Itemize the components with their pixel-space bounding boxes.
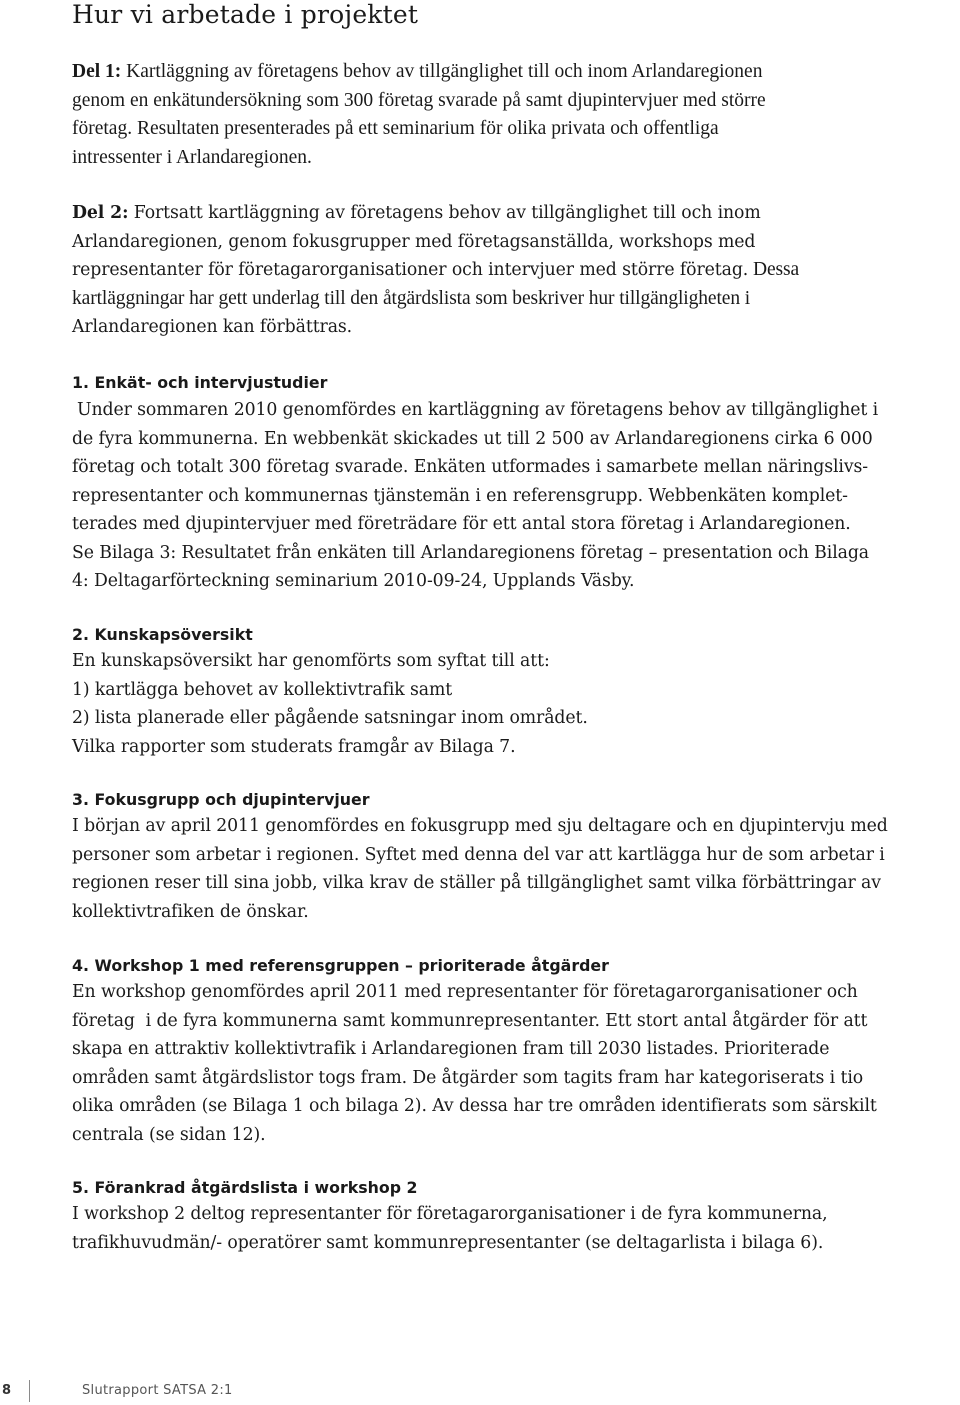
- section-heading-4: 4. Workshop 1 med referensgruppen – prioriterade åtgärder: [72, 956, 609, 975]
- section-line: personer som arbetar i regionen. Syftet med denna del var att kartlägga hur de som arbetar i: [72, 844, 885, 865]
- section-1-paragraph: [72, 396, 960, 596]
- section-3-paragraph: [72, 812, 960, 926]
- section-line: olika områden (se Bilaga 1 och bilaga 2). Av dessa har tre områden identifierats som särskilt: [72, 1096, 877, 1116]
- del2-line: Arlandaregionen kan förbättras.: [72, 317, 353, 337]
- section-line: En kunskapsöversikt har genomförts som syftat till att:: [72, 651, 550, 671]
- section-line: kollektivtrafiken de önskar.: [72, 901, 309, 922]
- section-line: I början av april 2011 genomfördes en fokusgrupp med sju deltagare och en djupintervju med: [72, 816, 888, 836]
- section-heading-3: 3. Fokusgrupp och djupintervjuer: [72, 790, 370, 809]
- section-4-paragraph: [72, 978, 960, 1149]
- page-number: 8: [2, 1383, 12, 1398]
- section-heading-1: 1. Enkät- och intervjustudier: [72, 373, 328, 392]
- section-line: terades med djupintervjuer med företrädare för ett antal stora företag i Arlandaregionen.: [72, 514, 851, 534]
- section-line: företag i de fyra kommunerna samt kommunrepresentanter. Ett stort antal åtgärder för att: [72, 1010, 868, 1031]
- del2-line: representanter för företagarorganisationer och intervjuer med större företag. Dessa: [72, 259, 800, 280]
- section-line: Se Bilaga 3: Resultatet från enkäten till Arlandaregionens företag – presentation och Bilaga: [72, 542, 870, 563]
- del1-line: genom en enkätundersökning som 300 företag svarade på samt djupintervjuer med större: [72, 89, 766, 111]
- del2-line: Arlandaregionen, genom fokusgrupper med företagsanställda, workshops med: [72, 231, 756, 252]
- section-line: de fyra kommunerna. En webbenkät skickades ut till 2 500 av Arlandaregionens cirka 6 000: [72, 428, 873, 449]
- section-line: regionen reser till sina jobb, vilka krav de ställer på tillgänglighet samt vilka förbättringar av: [72, 873, 881, 893]
- section-line: Vilka rapporter som studerats framgår av Bilaga 7.: [72, 736, 516, 757]
- section-line: Under sommaren 2010 genomfördes en kartläggning av företagens behov av tillgänglighet i: [77, 400, 879, 420]
- section-line: områden samt åtgärdslistor togs fram. De åtgärder som tagits fram har kategoriserats i tio: [72, 1067, 864, 1088]
- del1-line: Del 1: Kartläggning av företagens behov av tillgänglighet till och inom Arlandaregionen: [72, 61, 763, 82]
- section-line: I workshop 2 deltog representanter för företagarorganisationer i de fyra kommunerna,: [72, 1204, 828, 1224]
- section-heading-2: 2. Kunskapsöversikt: [72, 625, 253, 644]
- section-line: 4: Deltagarförteckning seminarium 2010-09-24, Upplands Väsby.: [72, 571, 635, 591]
- section-line: företag och totalt 300 företag svarade. Enkäten utformades i samarbete mellan näringslivs-: [72, 457, 868, 477]
- del1-label: Del 1:: [72, 61, 122, 82]
- del1-line: intressenter i Arlandaregionen.: [72, 146, 312, 168]
- del1-paragraph: [72, 58, 960, 172]
- section-heading-5: 5. Förankrad åtgärdslista i workshop 2: [72, 1178, 418, 1197]
- footer-divider: [29, 1380, 30, 1402]
- del2-label: Del 2:: [72, 203, 129, 223]
- del1-line: företag. Resultaten presenterades på ett seminarium för olika privata och offentliga: [72, 118, 719, 139]
- footer-title: Slutrapport SATSA 2:1: [82, 1383, 233, 1398]
- section-line: 1) kartlägga behovet av kollektivtrafik samt: [72, 679, 453, 700]
- section-line: skapa en attraktiv kollektivtrafik i Arlandaregionen fram till 2030 listades. Prioriterade: [72, 1039, 830, 1059]
- del2-paragraph: [72, 199, 960, 342]
- section-line: 2) lista planerade eller pågående satsningar inom området.: [72, 708, 588, 728]
- section-line: representanter och kommunernas tjänstemän i en referensgrupp. Webbenkäten komplet-: [72, 485, 848, 506]
- section-line: trafikhuvudmän/- operatörer samt kommunrepresentanter (se deltagarlista i bilaga 6).: [72, 1232, 824, 1253]
- section-5-paragraph: [72, 1200, 960, 1257]
- page-footer: [0, 1383, 960, 1403]
- section-line: centrala (se sidan 12).: [72, 1124, 266, 1145]
- del2-line: Del 2: Fortsatt kartläggning av företagens behov av tillgänglighet till och inom: [72, 203, 761, 223]
- section-line: En workshop genomfördes april 2011 med representanter för företagarorganisationer och: [72, 982, 858, 1002]
- page-title: Hur vi arbetade i projektet: [72, 0, 419, 29]
- del2-line: kartläggningar har gett underlag till den åtgärdslista som beskriver hur tillgängligheten i: [72, 287, 751, 309]
- section-2-paragraph: [72, 647, 960, 761]
